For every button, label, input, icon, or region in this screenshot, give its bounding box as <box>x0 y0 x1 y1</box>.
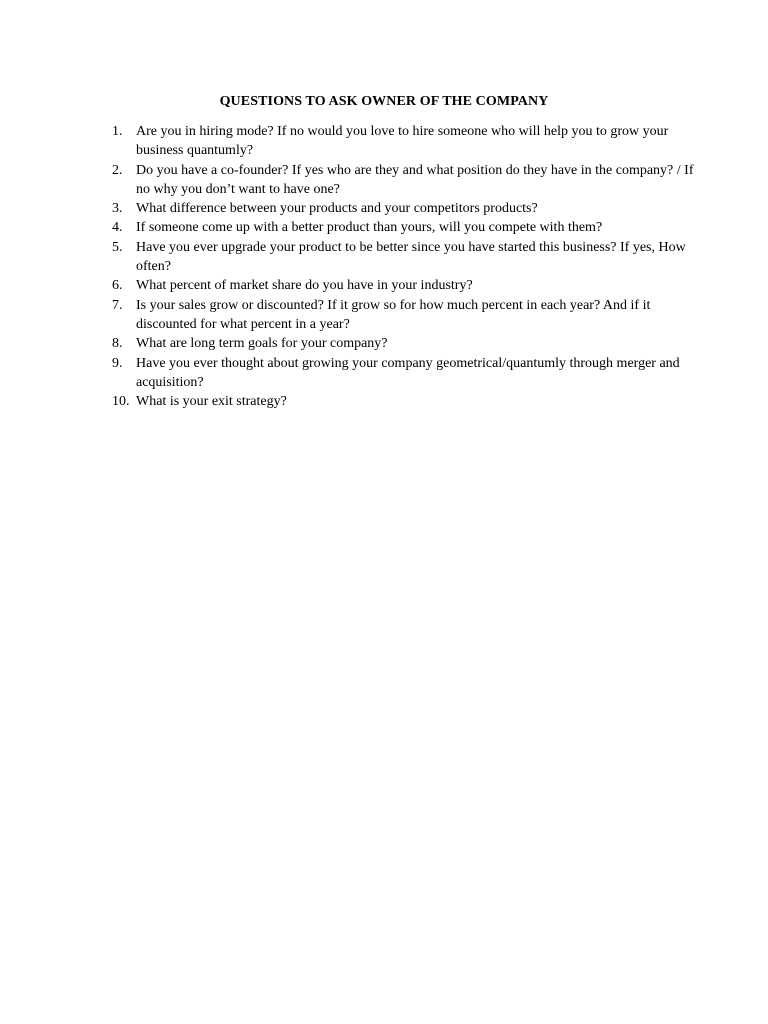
document-title: QUESTIONS TO ASK OWNER OF THE COMPANY <box>219 94 549 109</box>
list-item-text: If someone come up with a better product than yours, will you compete with them? <box>136 220 603 236</box>
list-item-number: 8. <box>112 336 123 352</box>
list-item-number: 3. <box>112 201 123 217</box>
list-item <box>106 392 696 411</box>
list-item-number: 5. <box>112 239 123 255</box>
list-item-text: Is your sales grow or discounted? If it grow so for how much percent in each year? And if it discounted for what percent in a year? <box>136 297 651 332</box>
list-item-number: 6. <box>112 278 123 294</box>
list-item-text: What are long term goals for your company? <box>136 336 388 352</box>
list-item <box>106 218 696 237</box>
questions-list <box>106 122 696 411</box>
list-item-text: What is your exit strategy? <box>136 394 287 410</box>
list-item <box>106 161 696 200</box>
list-item-text: Are you in hiring mode? If no would you love to hire someone who will help you to grow your business quantumly? <box>136 124 669 159</box>
list-item-text: Do you have a co-founder? If yes who are they and what position do they have in the company? / If no why you don’t want to have one? <box>136 162 694 197</box>
list-item <box>106 276 696 295</box>
list-item-number: 4. <box>112 220 123 236</box>
list-item <box>106 354 696 393</box>
list-item-number: 7. <box>112 297 123 313</box>
list-item-text: What percent of market share do you have in your industry? <box>136 278 473 294</box>
list-item-text: Have you ever thought about growing your company geometrical/quantumly through merger and acquisition? <box>136 355 680 390</box>
list-item <box>106 238 696 277</box>
list-item-number: 2. <box>112 162 123 178</box>
list-item-number: 10. <box>112 394 130 410</box>
list-item <box>106 334 696 353</box>
list-item <box>106 296 696 335</box>
list-item-number: 1. <box>112 124 123 139</box>
list-item-text: Have you ever upgrade your product to be better since you have started this business? If yes, How often? <box>136 239 686 275</box>
list-item <box>106 122 696 161</box>
list-item <box>106 199 696 218</box>
list-item-text: What difference between your products and your competitors products? <box>136 201 538 217</box>
list-item-number: 9. <box>112 355 123 371</box>
